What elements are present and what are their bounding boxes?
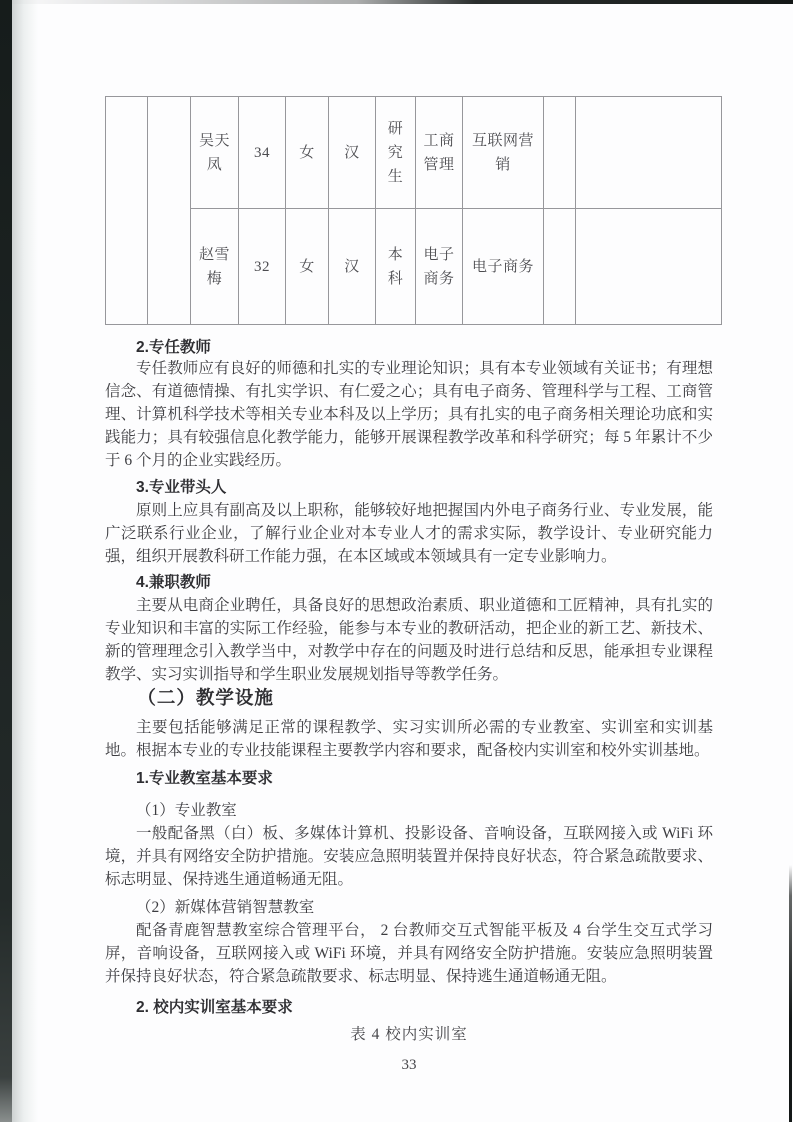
cell-teacher-major: 电子商务 — [416, 209, 463, 325]
para-parttime-teachers: 主要从电商企业聘任，具备良好的思想政治素质、职业道德和工匠精神，具有扎实的专业知识和丰富的实际工作经验，能参与本专业的教研活动，把企业的新工艺、新技术、新的管理理念引入教学当中，对教学中存在的问题及时进行总结和反思，能承担专业课程教学、实习实训指导和学生职业发展规划指导等教学任务。 — [105, 597, 713, 683]
cell-empty-subcategory — [148, 97, 191, 325]
para-program-leader: 原则上应具有副高及以上职称，能够较好地把握国内外电子商务行业、专业发展，能广泛联系行业企业，了解行业企业对本专业人才的需求实际，教学设计、专业研究能力强，组织开展教科研工作能力强，在本区域或本领域具有一定专业影响力。 — [105, 502, 713, 565]
subheading-newmedia-classroom: （2）新媒体营销智慧教室 — [136, 899, 315, 916]
cell-teacher-degree: 研究生 — [376, 97, 416, 209]
cell-empty — [544, 209, 576, 325]
cell-teacher-ethnic: 汉 — [329, 97, 376, 209]
heading-campus-training-room-requirements: 2. 校内实训室基本要求 — [136, 999, 293, 1016]
subheading-specialized-classroom: （1）专业教室 — [136, 802, 237, 819]
cell-empty — [544, 97, 576, 209]
teacher-table — [105, 96, 722, 325]
heading-program-leader: 3.专业带头人 — [136, 479, 227, 496]
cell-teacher-gender: 女 — [286, 97, 329, 209]
heading-teaching-facilities: （二）教学设施 — [137, 687, 274, 708]
para-specialized-classroom: 一般配备黑（白）板、多媒体计算机、投影设备、音响设备，互联网接入或 WiFi 环境，并具有网络安全防护措施。安装应急照明装置并保持良好状态，符合紧急疏散要求、标志明显、保持逃生通道畅通无阻。 — [105, 825, 713, 888]
cell-teacher-course: 电子商务 — [463, 209, 544, 325]
cell-teacher-ethnic: 汉 — [329, 209, 376, 325]
para-teaching-facilities: 主要包括能够满足正常的课程教学、实习实训所必需的专业教室、实训室和实训基地。根据本专业的专业技能课程主要教学内容和要求，配备校内实训室和校外实训基地。 — [105, 719, 713, 759]
scan-edge-left-fade — [12, 0, 38, 1122]
scan-edge-left — [0, 0, 12, 1122]
table-row — [106, 209, 722, 325]
scan-edge-right — [789, 865, 792, 1122]
cell-empty-wide — [576, 209, 722, 325]
heading-classroom-requirements: 1.专业教室基本要求 — [136, 770, 273, 787]
cell-teacher-gender: 女 — [286, 209, 329, 325]
para-newmedia-classroom: 配备青鹿智慧教室综合管理平台， 2 台教师交互式智能平板及 4 台学生交互式学习屏，音响设备，互联网接入或 WiFi 环境，并具有网络安全防护措施。安装应急照明装置并保持良好状态，符合紧急疏散要求、标志明显、保持逃生通道畅通无阻。 — [105, 922, 713, 985]
scan-edge-top — [0, 0, 793, 4]
cell-teacher-name: 吴天凤 — [191, 97, 239, 209]
para-fulltime-teachers: 专任教师应有良好的师德和扎实的专业理论知识；具有本专业领域有关证书；有理想信念、有道德情操、有扎实学识、有仁爱之心；具有电子商务、管理科学与工程、工商管理、计算机科学技术等相关专业本科及以上学历；具有扎实的电子商务相关理论功底和实践能力；具有较强信息化教学能力，能够开展课程教学改革和科学研究；每 5 年累计不少于 6 个月的企业实践经历。 — [105, 360, 713, 469]
cell-empty-wide — [576, 97, 722, 209]
heading-fulltime-teachers: 2.专任教师 — [136, 339, 211, 356]
page-number: 33 — [401, 1057, 417, 1073]
cell-empty-category — [106, 97, 148, 325]
cell-teacher-age: 34 — [239, 97, 286, 209]
cell-teacher-major: 工商管理 — [416, 97, 463, 209]
heading-parttime-teachers: 4.兼职教师 — [136, 574, 211, 591]
table4-caption: 表 4 校内实训室 — [350, 1026, 468, 1043]
cell-teacher-course: 互联网营销 — [463, 97, 544, 209]
cell-teacher-age: 32 — [239, 209, 286, 325]
cell-teacher-degree: 本科 — [376, 209, 416, 325]
table-row — [106, 97, 722, 209]
cell-teacher-name: 赵雪梅 — [191, 209, 239, 325]
